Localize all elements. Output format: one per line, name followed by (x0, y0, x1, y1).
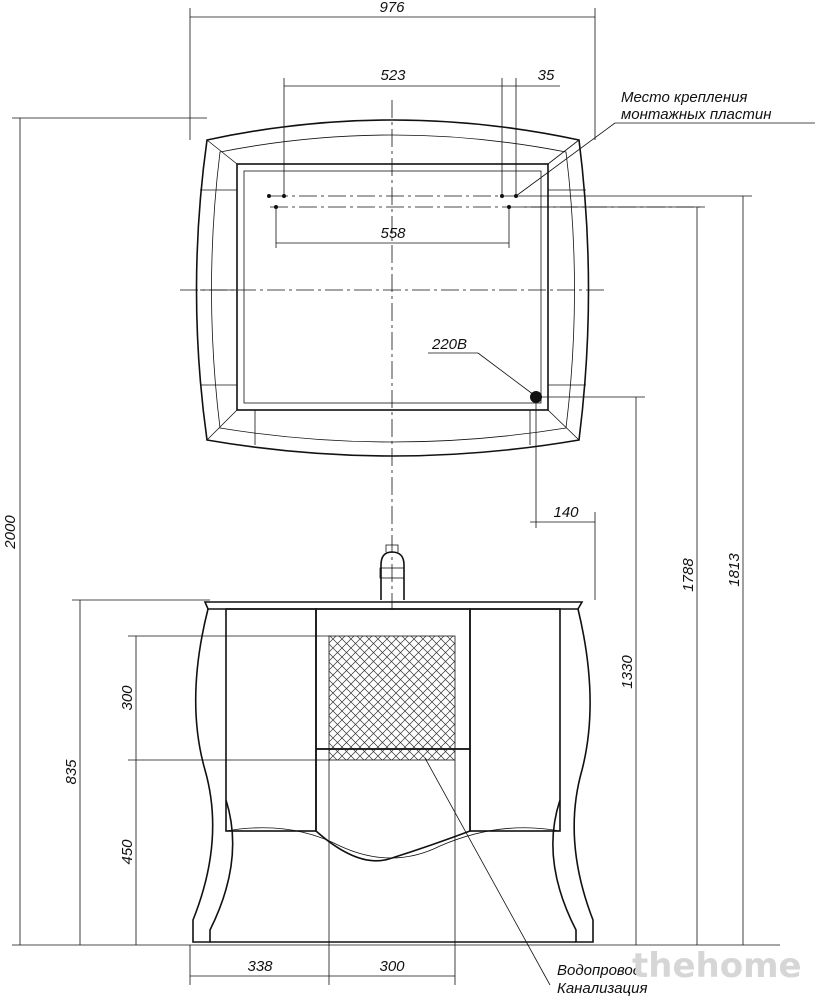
dim-plate-span-outer (284, 67, 502, 198)
mount-label-line1: Место крепления (621, 89, 748, 106)
water-sewer-callout (425, 758, 648, 997)
dim-300-vertical-label: 300 (119, 685, 136, 711)
dim-558-label: 558 (380, 225, 406, 242)
dim-976-label: 976 (379, 0, 405, 16)
dim-plate-offset (502, 67, 560, 198)
dim-1788-label: 1788 (680, 558, 697, 592)
sewer-label: Канализация (557, 980, 648, 997)
vanity-cabinet (193, 602, 593, 942)
dim-plate-span-inner (276, 207, 509, 248)
dim-vanity-height (63, 600, 210, 945)
dim-523-label: 523 (380, 67, 406, 84)
dim-835-label: 835 (63, 759, 80, 785)
power-label: 220В (432, 336, 468, 353)
dim-338-label: 338 (247, 958, 273, 975)
dim-socket-offset (530, 403, 595, 600)
dim-2000-label: 2000 (2, 515, 19, 549)
dim-height-1330 (540, 397, 645, 945)
dim-140-label: 140 (553, 504, 579, 521)
watermark: thehome (632, 946, 802, 986)
power-socket (428, 336, 542, 403)
dim-segment-300-vertical (119, 636, 330, 945)
dim-total-height (2, 118, 207, 945)
mount-label-line2: монтажных пластин (621, 106, 772, 123)
dim-1813-label: 1813 (726, 553, 743, 587)
dim-1330-label: 1330 (619, 655, 636, 689)
mount-callout (516, 89, 815, 196)
dim-450-label: 450 (119, 839, 136, 865)
mirror (197, 120, 701, 456)
dim-35-label: 35 (537, 67, 555, 84)
dim-bottom-300 (329, 760, 455, 985)
water-label: Водопровод (557, 962, 642, 979)
dim-300-bottom-label: 300 (379, 958, 405, 975)
